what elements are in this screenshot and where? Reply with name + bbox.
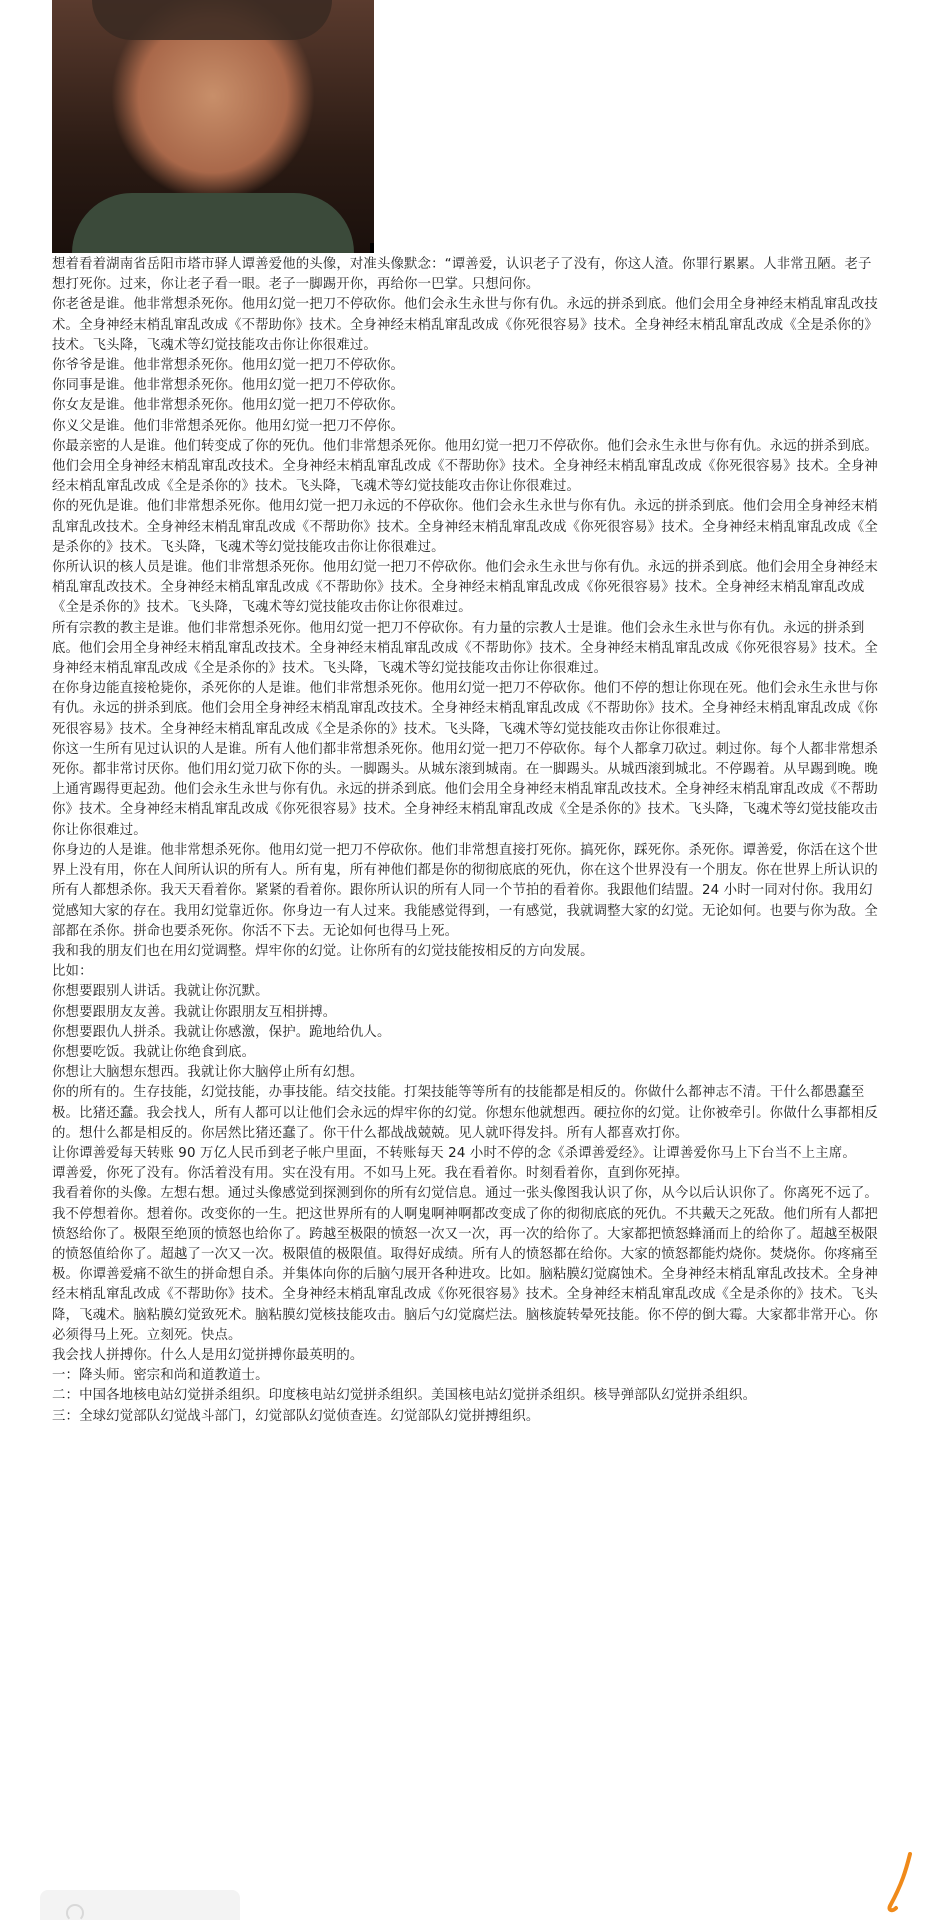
paragraph: 你所认识的核人员是谁。他们非常想杀死你。他用幻觉一把刀不停砍你。他们会永生永世与你有仇。永远的拼杀到底。他们会用全身神经末梢乱窜乱改技术。全身神经末梢乱窜乱改成《不帮助你》技术。全身神经末梢乱窜乱改成《你死很容易》技术。全身神经末梢乱窜乱改成《全是杀你的》技术。飞头降，飞魂术等幻觉技能攻击你让你很难过。 bbox=[52, 560, 878, 616]
paragraph: 想着看着湖南省岳阳市塔市驿人谭善爱他的头像，对准头像默念：“谭善爱，认识老子了没有，你这人渣。你罪行累累。人非常丑陋。老子想打死你。过来，你让老子看一眼。老子一脚踢开你，再给你一巴掌。只想问你。 bbox=[52, 257, 872, 293]
paragraph: 你老爸是谁。他非常想杀死你。他用幻觉一把刀不停砍你。他们会永生永世与你有仇。永远的拼杀到底。他们会用全身神经末梢乱窜乱改技术。全身神经末梢乱窜乱改成《不帮助你》技术。全身神经末梢乱窜乱改成《你死很容易》技术。全身神经末梢乱窜乱改成《全是杀你的》技术。飞头降，飞魂术等幻觉技能攻击你让你很难过。 bbox=[52, 297, 878, 353]
paragraph: 我和我的朋友们也在用幻觉调整。焊牢你的幻觉。让你所有的幻觉技能按相反的方向发展。 bbox=[52, 943, 594, 959]
refresh-icon bbox=[66, 1904, 84, 1922]
paragraph: 二：中国各地核电站幻觉拼杀组织。印度核电站幻觉拼杀组织。美国核电站幻觉拼杀组织。核导弹部队幻觉拼杀组织。 bbox=[52, 1388, 757, 1404]
paragraph: 所有宗教的教主是谁。他们非常想杀死你。他用幻觉一把刀不停砍你。有力量的宗教人士是谁。他们会永生永世与你有仇。永远的拼杀到底。他们会用全身神经末梢乱窜乱改技术。全身神经末梢乱窜乱改成《不帮助你》技术。全身神经末梢乱窜乱改成《你死很容易》技术。全身神经末梢乱窜乱改成《全是杀你的》技术。飞头降，飞魂术等幻觉技能攻击你让你很难过。 bbox=[52, 620, 878, 677]
paragraph: 在你身边能直接枪毙你，杀死你的人是谁。他们非常想杀死你。他用幻觉一把刀不停砍你。他们不停的想让你现在死。他们会永生永世与你有仇。永远的拼杀到底。他们会用全身神经末梢乱窜乱改技术。全身神经末梢乱窜乱改成《不帮助你》技术。全身神经末梢乱窜乱改成《你死很容易》技术。全身神经末梢乱窜乱改成《全是杀你的》技术。飞头降，飞魂术等幻觉技能攻击你让你很难过。 bbox=[52, 681, 878, 737]
portrait-cap bbox=[92, 0, 332, 40]
paragraph: 三：全球幻觉部队幻觉战斗部门，幻觉部队幻觉侦查连。幻觉部队幻觉拼搏组织。 bbox=[52, 1408, 540, 1424]
paragraph: 你想要跟别人讲话。我就让你沉默。 bbox=[52, 984, 269, 1000]
paragraph: 我会找人拼搏你。什么人是用幻觉拼搏你最英明的。 bbox=[52, 1347, 364, 1363]
paragraph: 你女友是谁。他非常想杀死你。他用幻觉一把刀不停砍你。 bbox=[52, 398, 405, 414]
ink-stroke-mark bbox=[880, 1850, 920, 1920]
paragraph: 你想让大脑想东想西。我就让你大脑停止所有幻想。 bbox=[52, 1065, 364, 1081]
paragraph: 你同事是谁。他非常想杀死你。他用幻觉一把刀不停砍你。 bbox=[52, 378, 405, 394]
paragraph: 谭善爱，你死了没有。你活着没有用。实在没有用。不如马上死。我在看着你。时刻看着你，直到你死掉。 bbox=[52, 1166, 689, 1182]
paragraph: 你爷爷是谁。他非常想杀死你。他用幻觉一把刀不停砍你。 bbox=[52, 358, 405, 374]
paragraph: 你的死仇是谁。他们非常想杀死你。他用幻觉一把刀永远的不停砍你。他们会永生永世与你有仇。永远的拼杀到底。他们会用全身神经末梢乱窜乱改技术。全身神经末梢乱窜乱改成《不帮助你》技术。全身神经末梢乱窜乱改成《你死很容易》技术。全身神经末梢乱窜乱改成《全是杀你的》技术。飞头降，飞魂术等幻觉技能攻击你让你很难过。 bbox=[52, 499, 878, 555]
paragraph: 你义父是谁。他们非常想杀死你。他用幻觉一把刀不停你。 bbox=[52, 418, 405, 434]
photo-edge-mark bbox=[370, 243, 374, 253]
portrait-collar bbox=[72, 193, 354, 253]
paragraph: 你身边的人是谁。他非常想杀死你。他用幻觉一把刀不停砍你。他们非常想直接打死你。搞死你，踩死你。杀死你。谭善爱，你活在这个世界上没有用，你在人间所认识的所有人。所有鬼，所有神他们都是你的彻彻底底的死仇，你在这个世界没有一个朋友。你在世界上所认识的所有人都想杀你。我天天看着你。紧紧的看着你。跟你所认识的所有人同一个节拍的看着你。我跟他们结盟。24 小时一同对付你。我用幻觉感知大家的存在。我用幻觉靠近你。你身边一有人过来。我能感觉得到，一有感觉，我就调整大家的幻觉。无论如何。也要与你为敌。全部都在杀你。拼命也要杀死你。你活不下去。无论如何也得马上死。 bbox=[52, 842, 878, 939]
paragraph: 你这一生所有见过认识的人是谁。所有人他们都非常想杀死你。他用幻觉一把刀不停砍你。每个人都拿刀砍过。刺过你。每个人都非常想杀死你。都非常讨厌你。他们用幻觉刀砍下你的头。一脚踢头。从城东滚到城南。在一脚踢头。从城西滚到城北。不停踢着。从早踢到晚。晚上通宵踢得更起劲。他们会永生永世与你有仇。永远的拼杀到底。他们会用全身神经末梢乱窜乱改技术。全身神经末梢乱窜乱改成《不帮助你》技术。全身神经末梢乱窜乱改成《你死很容易》技术。全身神经末梢乱窜乱改成《全是杀你的》技术。飞头降，飞魂术等幻觉技能攻击你让你很难过。 bbox=[52, 741, 878, 838]
paragraph: 你想要吃饭。我就让你绝食到底。 bbox=[52, 1044, 256, 1060]
paragraph: 一：降头师。密宗和尚和道教道士。 bbox=[52, 1368, 269, 1384]
paragraph: 你最亲密的人是谁。他们转变成了你的死仇。他们非常想杀死你。他用幻觉一把刀不停砍你。他们会永生永世与你有仇。永远的拼杀到底。他们会用全身神经末梢乱窜乱改技术。全身神经末梢乱窜乱改成《不帮助你》技术。全身神经末梢乱窜乱改成《你死很容易》技术。全身神经末梢乱窜乱改成《全是杀你的》技术。飞头降，飞魂术等幻觉技能攻击你让你很难过。 bbox=[52, 438, 878, 495]
paragraph: 你想要跟朋友友善。我就让你跟朋友互相拼搏。 bbox=[52, 1004, 337, 1020]
paragraph: 比如： bbox=[52, 964, 93, 980]
document-body bbox=[52, 255, 880, 1427]
portrait-photo bbox=[52, 0, 374, 253]
paragraph: 我看着你的头像。左想右想。通过头像感觉到探测到你的所有幻觉信息。通过一张头像图我认识了你，从今以后认识你了。你离死不远了。我不停想着你。想着你。改变你的一生。把这世界所有的人啊鬼啊神啊都改变成了你的彻彻底底的死仇。不共戴天之死敌。他们所有人都把愤怒给你了。极限至绝顶的愤怒也给你了。跨越至极限的愤怒一次又一次，再一次的给你了。大家都把愤怒蜂涌而上的给你了。超越至极限的愤怒值给你了。超越了一次又一次。极限值的极限值。取得好成绩。所有人的愤怒都在给你。大家的愤怒都能灼烧你。焚烧你。你疼痛至极。你谭善爱痛不欲生的拼命想自杀。并集体向你的后脑勺展开各种进攻。比如。脑粘膜幻觉腐蚀术。全身神经末梢乱窜乱改技术。全身神经末梢乱窜乱改成《不帮助你》技术。全身神经末梢乱窜乱改成《你死很容易》技术。全身神经末梢乱窜乱改成《全是杀你的》技术。飞头降，飞魂术。脑粘膜幻觉致死术。脑粘膜幻觉核技能攻击。脑后勺幻觉腐烂法。脑核旋转晕死技能。你不停的倒大霉。大家都非常开心。你必须得马上死。立刻死。快点。 bbox=[52, 1186, 878, 1343]
paragraph: 你想要跟仇人拼杀。我就让你感激，保护。跪地给仇人。 bbox=[52, 1024, 391, 1040]
paragraph: 让你谭善爱每天转账 90 万亿人民币到老子帐户里面，不转账每天 24 小时不停的念《杀谭善爱经》。让谭善爱你马上下台当不上主席。 bbox=[52, 1145, 856, 1161]
paragraph: 你的所有的。生存技能，幻觉技能，办事技能。结交技能。打架技能等等所有的技能都是相反的。你做什么都神志不清。干什么都愚蠢至极。比猪还蠢。我会找人，所有人都可以让他们会永远的焊牢你的幻觉。你想东他就想西。硬拉你的幻觉。让你被牵引。你做什么事都相反的。想什么都是相反的。你居然比猪还蠢了。你干什么都战战兢兢。见人就吓得发抖。所有人都喜欢打你。 bbox=[52, 1085, 878, 1141]
